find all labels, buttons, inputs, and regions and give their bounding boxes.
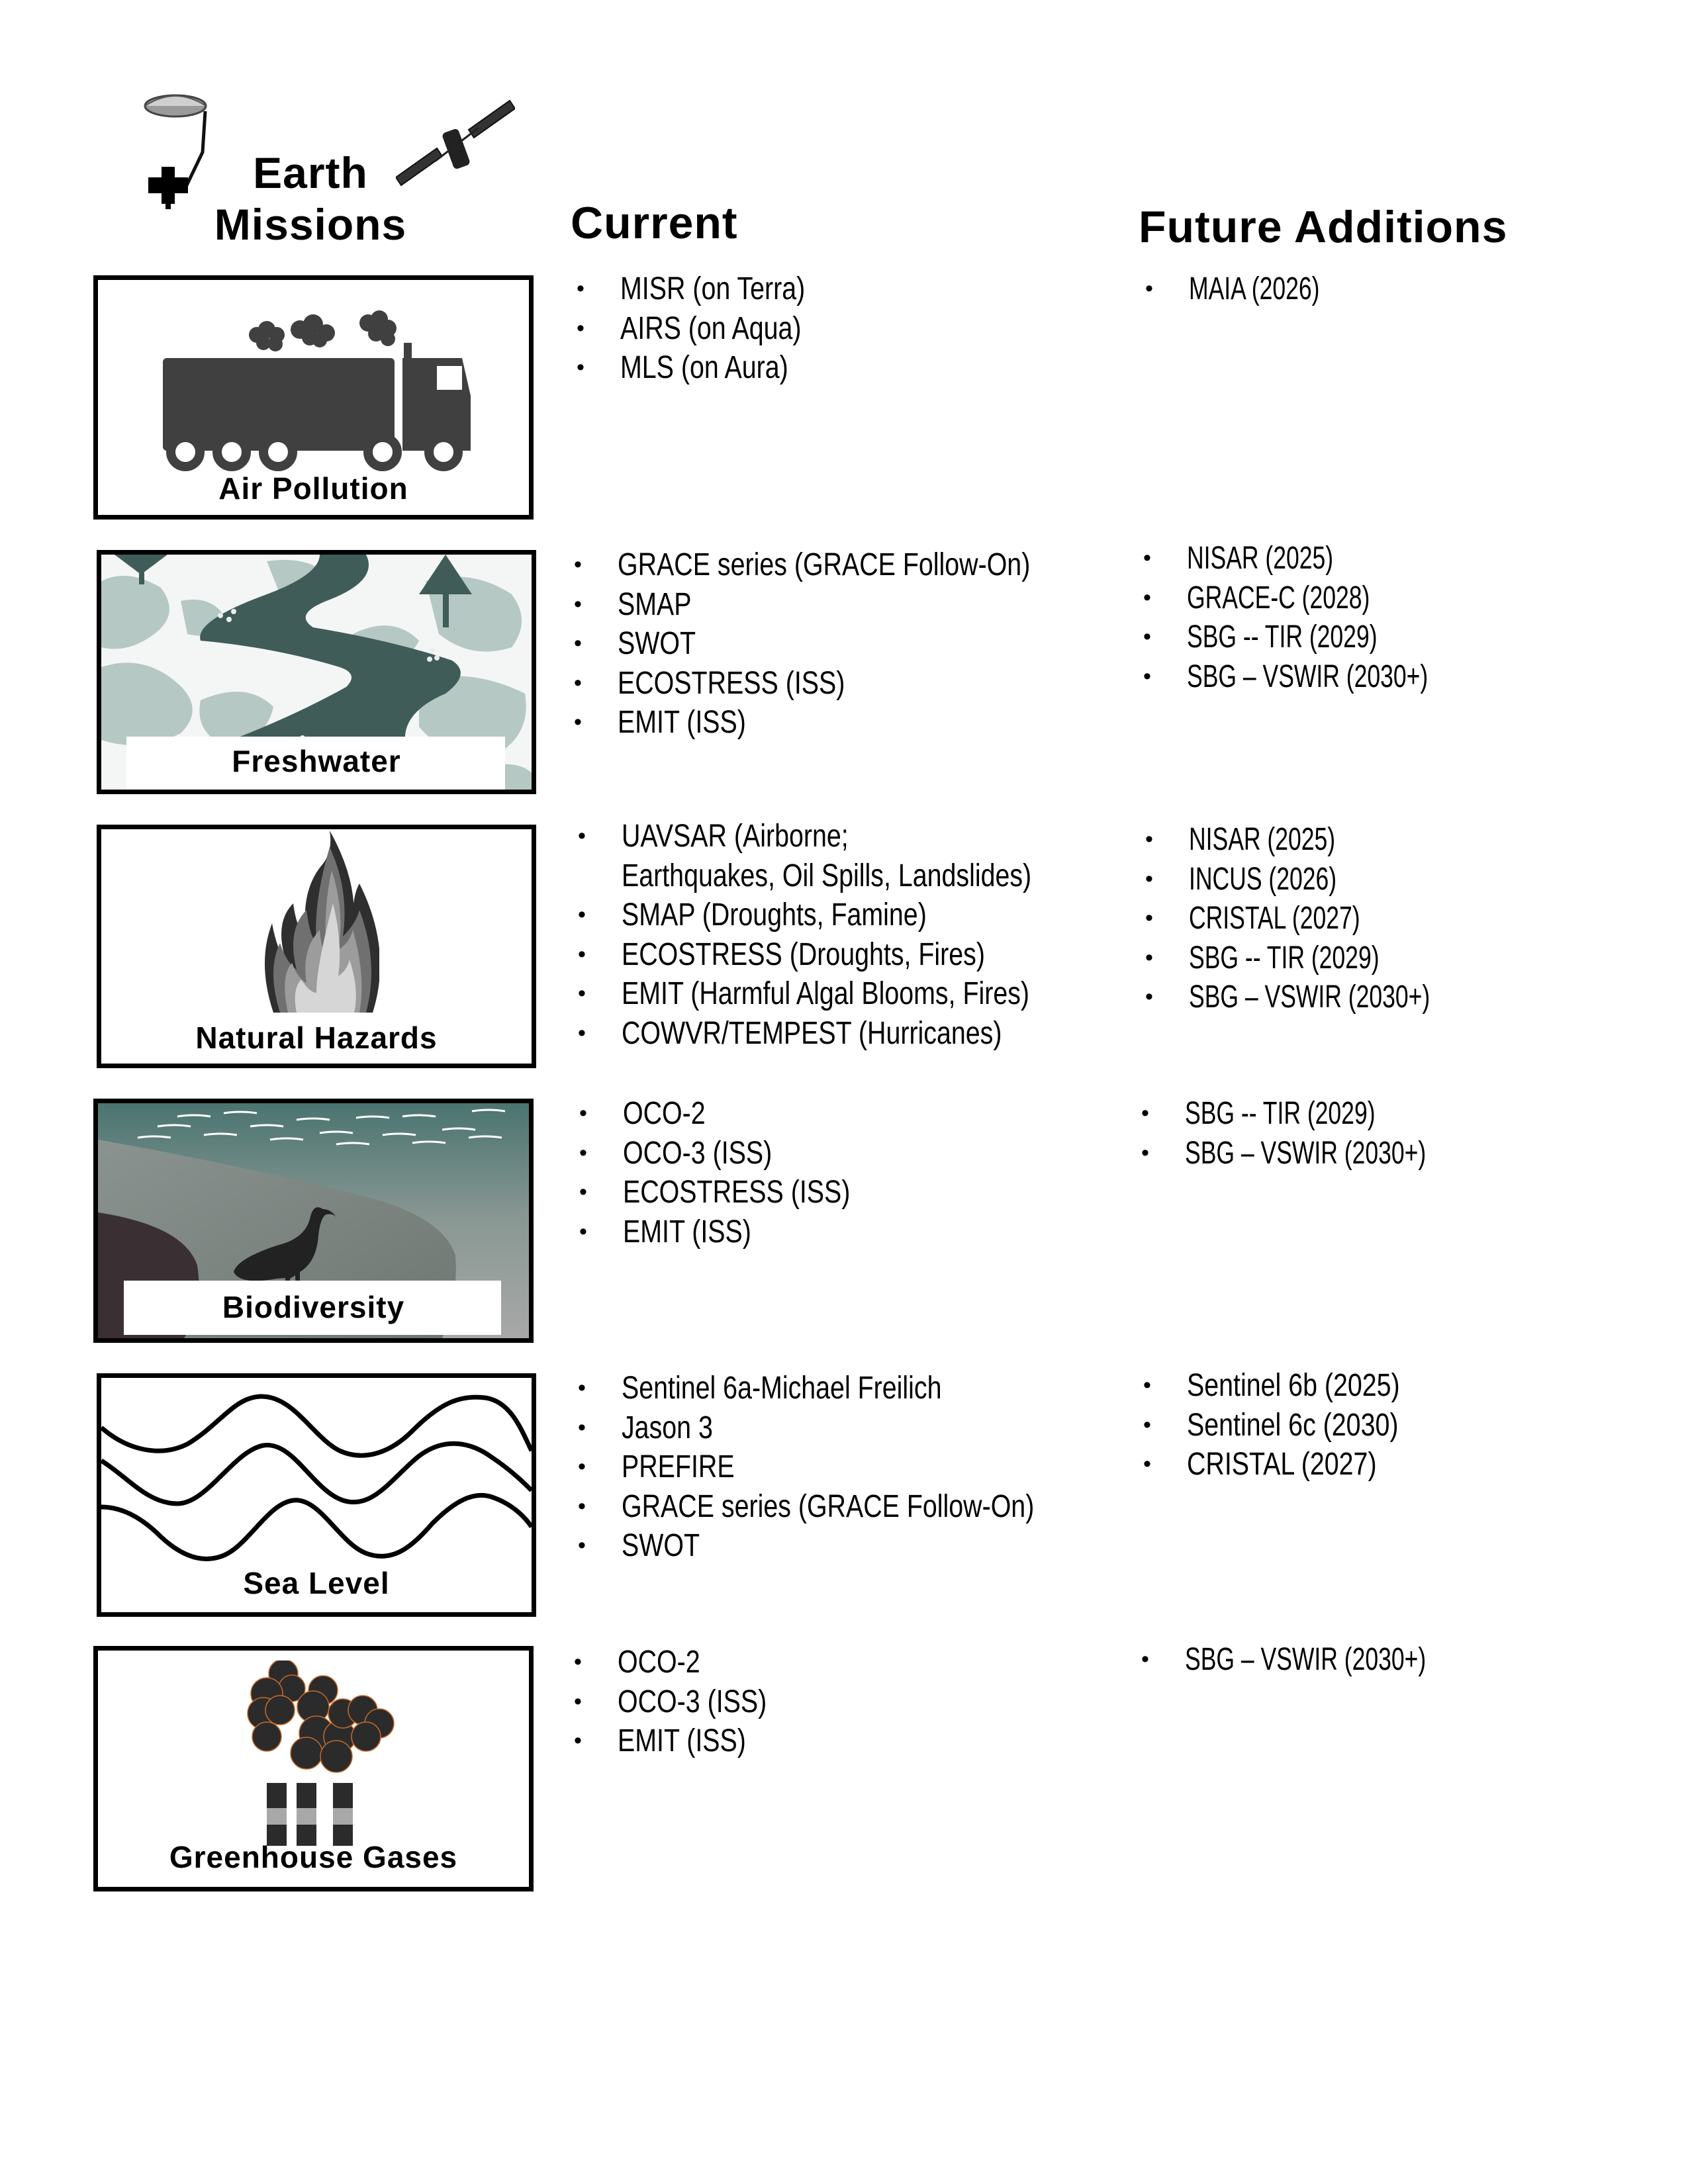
list-item: • SMAP [618,585,1121,625]
bullet-icon: • [1143,1412,1151,1437]
list-item: • SBG – VSWIR (2030+) [1185,1640,1511,1680]
bullet-icon: • [578,1414,586,1440]
category-card-freshwater [97,550,536,794]
bullet-icon: • [574,552,582,577]
bullet-icon: • [574,591,582,617]
list-item-continuation: Earthquakes, Oil Spills, Landslides) [622,858,1032,893]
future-missions-list [1145,820,1515,1017]
bullet-icon: • [578,902,586,927]
column-header-future: Future Additions [1139,202,1508,252]
bullet-icon: • [1143,1451,1151,1477]
bullet-icon: • [579,1179,587,1205]
category-label: Air Pollution [218,471,408,506]
future-missions-list [1141,1640,1511,1680]
future-missions-list [1143,1366,1446,1484]
bullet-icon: • [1143,545,1151,570]
page-title [171,147,449,250]
list-item: • Sentinel 6a-Michael Freilich [622,1369,1125,1408]
bullet-icon: • [1141,1101,1149,1126]
list-item: • SWOT [618,624,1121,664]
bullet-icon: • [578,941,586,967]
list-item: • MAIA (2026) [1189,269,1366,309]
list-item: • EMIT (ISS) [618,1721,800,1761]
bullet-icon: • [574,670,582,696]
truck-wheels [144,424,475,477]
list-item: • ECOSTRESS (Droughts, Fires) [622,935,1121,975]
list-item: • INCUS (2026) [1189,860,1515,899]
list-item: • OCO-3 (ISS) [623,1134,900,1173]
bullet-icon: • [1141,1647,1149,1672]
list-item: • OCO-2 [623,1094,900,1134]
bullet-icon: • [1143,584,1151,610]
future-missions-list [1145,269,1366,309]
list-item: • NISAR (2025) [1187,539,1513,578]
list-item: • SBG -- TIR (2029) [1189,938,1515,978]
list-item: • EMIT (ISS) [623,1212,900,1252]
page-title-line-2: Missions [214,200,407,249]
bullet-icon: • [574,709,582,735]
category-label: Sea Level [243,1566,390,1600]
smokestacks-icon [240,1661,399,1846]
list-item: • AIRS (on Aqua) [620,309,846,349]
list-item: • OCO-2 [618,1643,800,1682]
list-item: • EMIT (ISS) [618,703,1121,743]
bullet-icon: • [577,355,585,380]
list-item: • ECOSTRESS (ISS) [623,1173,900,1212]
list-item: • GRACE series (GRACE Follow-On) [622,1487,1125,1527]
list-item: • MLS (on Aura) [620,348,846,388]
list-item: • EMIT (Harmful Algal Blooms, Fires) [622,974,1121,1014]
page-title-line-1: Earth [253,148,368,197]
bullet-icon: • [1141,1140,1149,1165]
bullet-icon: • [579,1218,587,1244]
list-item: • UAVSAR (Airborne; [622,817,1121,856]
list-item: • CRISTAL (2027) [1189,899,1515,938]
category-card-sea-level [97,1373,536,1617]
bullet-icon: • [578,1375,586,1400]
list-item: • NISAR (2025) [1189,820,1515,860]
bullet-icon: • [578,1020,586,1046]
current-missions-list [579,1094,900,1251]
list-item: • SWOT [622,1526,1125,1566]
category-label: Natural Hazards [195,1021,438,1055]
bullet-icon: • [578,1493,586,1519]
future-missions-list [1141,1094,1511,1173]
bullet-icon: • [579,1101,587,1126]
bullet-icon: • [574,1688,582,1714]
category-label: Freshwater [232,744,401,778]
list-item: • ECOSTRESS (ISS) [618,664,1121,704]
bullet-icon: • [1143,663,1151,689]
bullet-icon: • [1145,276,1153,301]
bullet-icon: • [1145,944,1153,970]
bullet-icon: • [579,1140,587,1165]
bullet-icon: • [578,1454,586,1479]
list-item: • SMAP (Droughts, Famine) [622,895,1121,935]
bullet-icon: • [577,276,585,301]
list-item: • SBG – VSWIR (2030+) [1189,978,1515,1017]
list-item: • GRACE series (GRACE Follow-On) [618,545,1121,585]
list-item: • Sentinel 6c (2030) [1187,1406,1446,1445]
bullet-icon: • [1145,866,1153,891]
bullet-icon: • [574,631,582,656]
current-missions-list [577,269,846,388]
current-missions-list [578,817,1121,1053]
bullet-icon: • [1143,624,1151,649]
bullet-icon: • [578,823,586,848]
list-item: • COWVR/TEMPEST (Hurricanes) [622,1014,1121,1054]
flame-icon [260,831,379,1013]
bullet-icon: • [1145,905,1153,931]
list-item: • SBG -- TIR (2029) [1185,1094,1511,1134]
current-missions-list [574,545,1121,743]
current-missions-list [578,1369,1125,1566]
bullet-icon: • [578,1533,586,1558]
bullet-icon: • [574,1728,582,1753]
list-item: • SBG – VSWIR (2030+) [1185,1134,1511,1173]
list-item: • PREFIRE [622,1447,1125,1487]
list-item: • SBG -- TIR (2029) [1187,617,1513,657]
list-item: • MISR (on Terra) [620,269,846,309]
bullet-icon: • [1145,984,1153,1009]
category-card-greenhouse-gases [93,1646,534,1891]
bullet-icon: • [1143,1373,1151,1398]
bullet-icon: • [574,1649,582,1674]
list-item: • Jason 3 [622,1408,1125,1448]
category-card-natural-hazards [97,825,536,1068]
bullet-icon: • [577,315,585,341]
category-card-biodiversity [93,1099,534,1343]
bullet-icon: • [578,981,586,1006]
list-item: • OCO-3 (ISS) [618,1682,800,1722]
list-item: • SBG – VSWIR (2030+) [1187,657,1513,697]
list-item: • GRACE-C (2028) [1187,578,1513,618]
list-item: • CRISTAL (2027) [1187,1445,1446,1484]
category-card-air-pollution [93,275,534,520]
bullet-icon: • [1145,827,1153,852]
category-label: Biodiversity [222,1290,405,1324]
category-label: Greenhouse Gases [169,1840,458,1874]
column-header-current: Current [571,198,738,248]
list-item: • Sentinel 6b (2025) [1187,1366,1446,1406]
current-missions-list [574,1643,800,1761]
future-missions-list [1143,539,1513,696]
